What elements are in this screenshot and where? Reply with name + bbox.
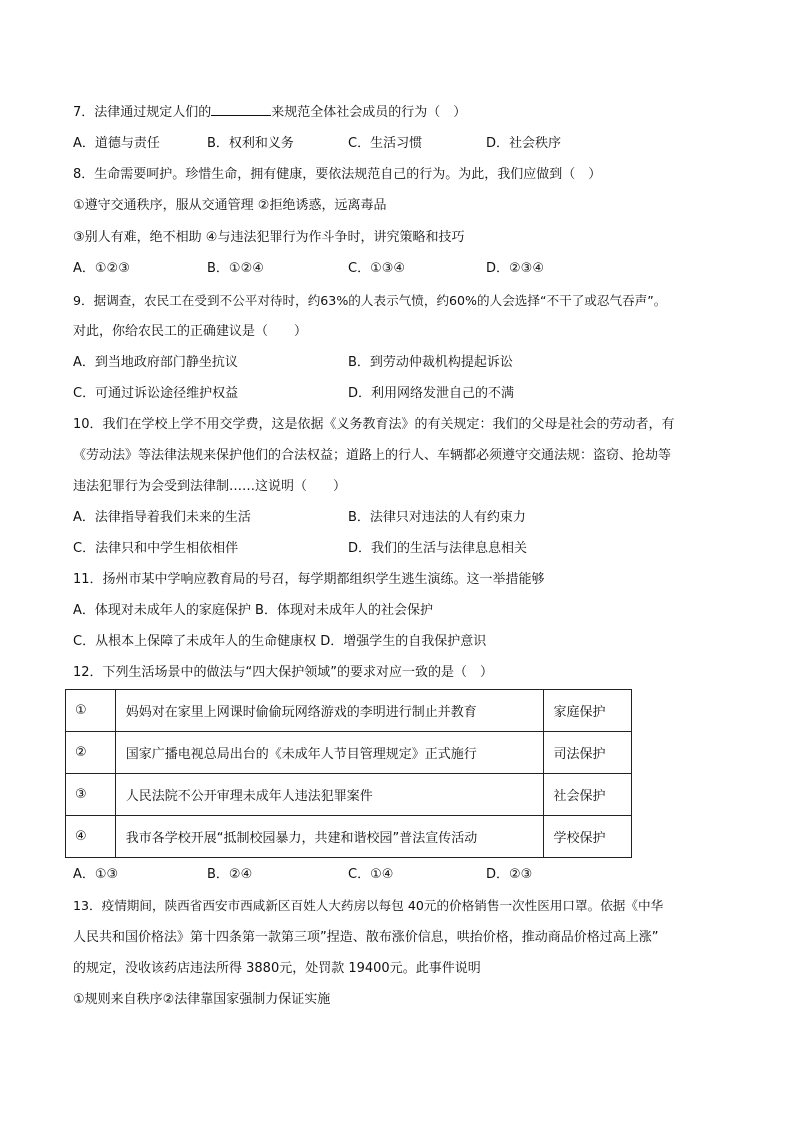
q7-option-d: D．社会秩序 (486, 136, 562, 151)
row-protection-type: 家庭保护 (543, 690, 631, 732)
q7-option-a: A．道德与责任 (73, 136, 160, 151)
row-scene: 妈妈对在家里上网课时偷偷玩网络游戏的李明进行制止并教育 (115, 690, 543, 732)
q10-stem-line-3: 违法犯罪行为会受到法律制……这说明（ ） (73, 479, 347, 494)
q7-stem-after: 来规范全体社会成员的行为（ ） (271, 105, 467, 120)
q13-stem-line-3: 的规定，没收该药店违法所得 3880元，处罚款 19400元。此事件说明 (73, 961, 481, 976)
q7-option-b: B．权利和义务 (207, 136, 294, 151)
q13-item-line-1: ①规则来自秩序②法律靠国家强制力保证实施 (73, 992, 331, 1007)
row-protection-type: 司法保护 (543, 732, 631, 774)
q7-option-c: C．生活习惯 (348, 136, 423, 151)
q9-option-b: B．到劳动仲裁机构提起诉讼 (348, 355, 513, 370)
q12-option-c: C．①④ (348, 867, 394, 882)
row-number: ③ (66, 774, 116, 816)
row-number: ① (66, 690, 116, 732)
q9-option-a: A．到当地政府部门静坐抗议 (73, 355, 238, 370)
q9-option-c: C．可通过诉讼途径维护权益 (73, 386, 239, 401)
q7-stem (73, 103, 466, 122)
q13-stem-line-2: 人民共和国价格法》第十四条第一款第三项”捏造、散布涨价信息，哄抬价格，推动商品价格过高上涨” (73, 930, 659, 945)
q11-options-line-2: C．从根本上保障了未成年人的生命健康权 D．增强学生的自我保护意识 (73, 634, 487, 649)
q10-stem-line-2: 《劳动法》等法律法规来保护他们的合法权益；道路上的行人、车辆都必须遵守交通法规：盗窃、抢劫等 (73, 448, 672, 463)
q11-options-line-1: A．体现对未成年人的家庭保护 B．体现对未成年人的社会保护 (73, 603, 433, 618)
q10-stem-line-1: 10．我们在学校上学不用交学费，这是依据《义务教育法》的有关规定：我们的父母是社会的劳动者，有 (73, 417, 675, 432)
q12-option-d: D．②③ (486, 867, 533, 882)
q9-stem-line-1: 9．据调查，农民工在受到不公平对待时，约63%的人表示气愤，约60%的人会选择“不干了或忍气吞声”。 (73, 293, 667, 308)
row-scene: 人民法院不公开审理未成年人违法犯罪案件 (115, 774, 543, 816)
q8-option-b: B．①②④ (207, 261, 264, 276)
table-row (66, 774, 632, 816)
q8-option-d: D．②③④ (486, 261, 544, 276)
q13-stem-line-1: 13．疫情期间，陕西省西安市西咸新区百姓人大药房以每包 40元的价格销售一次性医用口罩。依据《中华 (73, 898, 664, 913)
q8-stem: 8．生命需要呵护。珍惜生命，拥有健康，要依法规范自己的行为。为此，我们应做到（ ） (73, 167, 602, 182)
row-protection-type: 学校保护 (543, 816, 631, 858)
q12-option-b: B．②④ (207, 867, 253, 882)
q8-item-line-2: ③别人有难，绝不相助 ④与违法犯罪行为作斗争时，讲究策略和技巧 (73, 230, 465, 245)
q8-option-a: A．①②③ (73, 261, 130, 276)
q9-stem-line-2: 对此，你给农民工的正确建议是（ ） (73, 324, 308, 339)
row-number: ④ (66, 816, 116, 858)
row-number: ② (66, 732, 116, 774)
q12-option-a: A．①③ (73, 867, 119, 882)
q10-option-a: A．法律指导着我们未来的生活 (73, 510, 251, 525)
q10-option-d: D．我们的生活与法律息息相关 (348, 541, 528, 556)
q10-option-b: B．法律只对违法的人有约束力 (348, 510, 526, 525)
q12-stem: 12．下列生活场景中的做法与“四大保护领域”的要求对应一致的是（ ） (73, 665, 494, 680)
q7-stem-before: 7．法律通过规定人们的 (73, 105, 212, 120)
table-row (66, 816, 632, 858)
row-scene: 国家广播电视总局出台的《未成年人节目管理规定》正式施行 (115, 732, 543, 774)
row-protection-type: 社会保护 (543, 774, 631, 816)
table-row (66, 690, 632, 732)
table-row (66, 732, 632, 774)
q8-item-line-1: ①遵守交通秩序，服从交通管理 ②拒绝诱惑，远离毒品 (73, 198, 387, 213)
q11-stem: 11．扬州市某中学响应教育局的号召，每学期都组织学生逃生演练。这一举措能够 (73, 572, 545, 587)
q12-scenario-table (65, 689, 632, 858)
q8-option-c: C．①③④ (348, 261, 406, 276)
q9-option-d: D．利用网络发泄自己的不满 (348, 386, 515, 401)
row-scene: 我市各学校开展“抵制校园暴力，共建和谐校园”普法宣传活动 (115, 816, 543, 858)
q7-blank (211, 103, 271, 116)
q10-option-c: C．法律只和中学生相依相伴 (73, 541, 239, 556)
